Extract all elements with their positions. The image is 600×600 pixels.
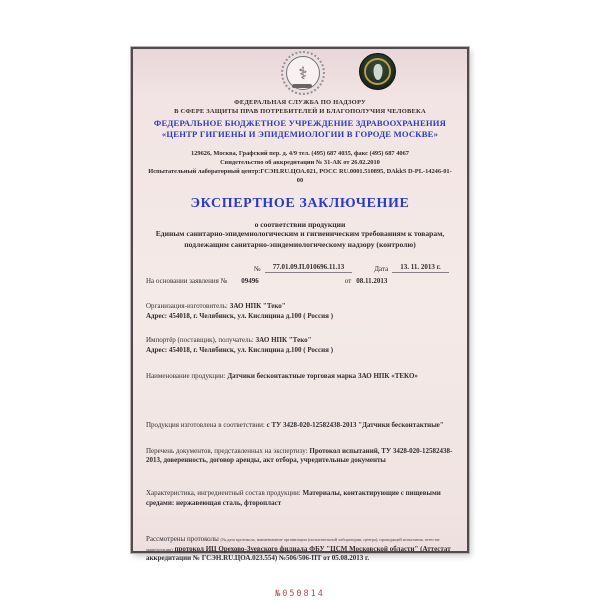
lab-center-line: Испытательный лабораторный центр:ГСЭН.RU.ЦОА.021, РОСС RU.0001.510895, DAkkS D-PL-14246-01-00 <box>148 167 452 184</box>
application-basis-row <box>146 277 454 285</box>
agency-name-line1: ФЕДЕРАЛЬНАЯ СЛУЖБА ПО НАДЗОРУ <box>234 99 366 106</box>
importer-value: ЗАО НПК "Теко" <box>255 336 312 345</box>
documents-value: Протокол испытаний, ТУ 3428-020-12582438-2013, доверенность, договор аренды, акт отбора, учредительные документы <box>146 446 453 465</box>
date-label: Дата <box>374 265 389 274</box>
organization-name-line2: «ЦЕНТР ГИГИЕНЫ И ЭПИДЕМИОЛОГИИ В ГОРОДЕ МОСКВЕ» <box>161 129 439 140</box>
rospotrebnadzor-seal-icon <box>281 51 325 95</box>
accreditation-emblem-icon <box>359 53 396 90</box>
manufacturer-address-line <box>146 312 454 322</box>
medical-staff-icon: ⚕ <box>298 63 308 83</box>
conformity-line <box>146 421 454 431</box>
importer-label: Импортёр (поставщик), получатель: <box>146 336 254 345</box>
organization-name-line1: ФЕДЕРАЛЬНОЕ БЮДЖЕТНОЕ УЧРЕЖДЕНИЕ ЗДРАВООХРАНЕНИЯ <box>153 118 447 129</box>
importer-address-value: 454018, г. Челябинск, ул. Кислицина д.100 ( Россия ) <box>168 345 334 354</box>
characteristics-block <box>146 489 454 508</box>
registration-number-row <box>146 263 454 273</box>
number-label: № <box>254 265 261 274</box>
protocols-label: Рассмотрены протоколы <box>146 535 219 544</box>
documents-label: Перечень документов, представленных на экспертизу: <box>146 446 308 455</box>
protocols-value: протокол ИЦ Орехово-Зуевского филиала ФБУ "ЦСМ Московской области" (Аттестат аккредитации № ГСЭН.RU.ЦОА.023.554) №506/506-ПТ от 05.08.2013 г. <box>146 544 451 563</box>
blank-serial-number: №050814 <box>275 588 325 599</box>
subtitle-line1: о соответствии продукции <box>254 220 346 230</box>
application-number-value: 09496 <box>241 277 259 286</box>
importer-address-line <box>146 346 454 356</box>
registration-date-value: 13. 11. 2013 г. <box>392 263 449 273</box>
basis-label: На основании заявления № <box>146 277 228 286</box>
importer-address-label: Адрес: <box>146 345 168 354</box>
emblem-row <box>146 49 454 99</box>
protocols-block <box>146 535 454 564</box>
application-date-value: 08.11.2013 <box>356 277 388 286</box>
registration-number-value: 77.01.09.П.010696.11.13 <box>265 263 353 273</box>
certificate-document <box>131 47 469 599</box>
protocols-form-note: (№,дата протокола, наименование организации (испытательной лаборатории, центра), проводящей испытания, аттестат аккредитации) <box>146 537 440 552</box>
product-value: Датчики бесконтактные торговая марка ЗАО НПК «ТЕКО» <box>227 371 418 380</box>
manufacturer-address-label: Адрес: <box>146 311 168 320</box>
org-address-line: 129626, Москва, Графский пер. д. 4/9 тел. (495) 687 4035, факс (495) 687 4067 <box>191 150 409 158</box>
manufacturer-value: ЗАО НПК "Теко" <box>229 302 286 311</box>
documents-list-block <box>146 447 454 466</box>
conformity-label: Продукция изготовлена в соответствии: <box>146 421 265 430</box>
from-label: от <box>344 277 352 286</box>
subtitle-line3: подлежащим санитарно-эпидемиологическому надзору (контролю) <box>184 239 416 249</box>
characteristics-label: Характеристика, ингредиентный состав продукции: <box>146 488 301 497</box>
agency-name-line2: В СФЕРЕ ЗАЩИТЫ ПРАВ ПОТРЕБИТЕЛЕЙ И БЛАГОПОЛУЧИЯ ЧЕЛОВЕКА <box>174 107 426 115</box>
seal-banner <box>292 84 312 88</box>
manufacturer-block <box>146 302 454 321</box>
manufacturer-address-value: 454018, г. Челябинск, ул. Кислицина д.100 ( Россия ) <box>168 311 334 320</box>
accreditation-line: Свидетельство об аккредитации № 31-АК от 26.02.2010 <box>220 158 380 166</box>
document-title: ЭКСПЕРТНОЕ ЗАКЛЮЧЕНИЕ <box>190 196 410 212</box>
subtitle-line2: Единым санитарно-эпидемиологическим и гигиеническим требованиям к товарам, <box>155 229 445 239</box>
manufacturer-line <box>146 302 454 312</box>
importer-line <box>146 336 454 346</box>
conformity-value: с ТУ 3428-020-12582438-2013 "Датчики бесконтактные" <box>266 421 444 430</box>
product-label: Наименование продукции: <box>146 371 226 380</box>
importer-block <box>146 336 454 355</box>
product-name-line <box>146 372 454 382</box>
manufacturer-label: Организация-изготовитель: <box>146 302 228 311</box>
characteristics-value: Материалы, контактирующие с пищевыми средами: нержавеющая сталь, фторопласт <box>146 488 441 507</box>
